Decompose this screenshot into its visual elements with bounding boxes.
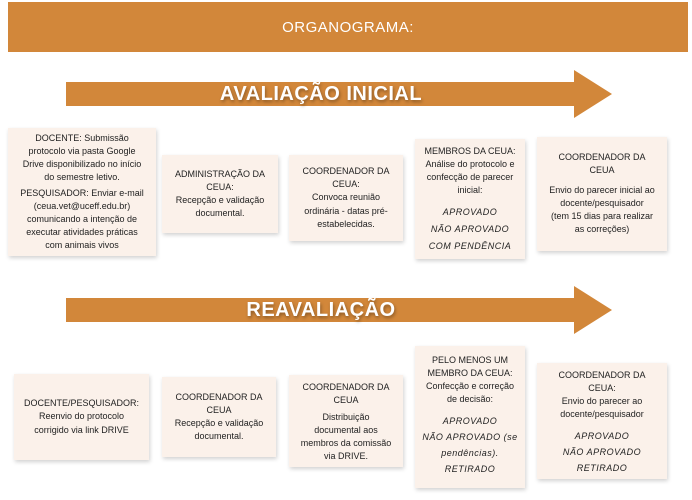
text-line: (tem 15 dias para realizar [550,211,654,222]
step-administracao-ceua [162,155,278,233]
organogram-header [8,2,688,52]
arrow-label: REAVALIAÇÃO [246,298,396,321]
text-line: CEUA: [206,181,234,192]
text-line: docente/pesquisador [560,409,644,420]
outcome-retirado: RETIRADO [444,464,496,475]
text-line: confecção de parecer [426,172,514,183]
text-line: Convoca reunião [311,192,381,203]
text-line: COORDENADOR DA [302,166,390,177]
outcome-nao-aprovado: NÃO APROVADO (se [422,432,518,443]
text-line: do semestre letivo. [44,172,120,183]
text-line: docente/pesquisador [560,198,644,209]
text-line: de decisão: [446,394,494,405]
text-line: comunicando a intenção de [26,213,138,224]
outcome-aprovado: APROVADO [442,207,498,218]
text-line: Drive disponibilizado no início [22,159,142,170]
outcome-nao-aprovado: NÃO APROVADO [430,224,510,235]
text-line: PELO MENOS UM [431,355,508,365]
outcome-aprovado: APROVADO [574,430,630,441]
outcome-com-pendencia: COM PENDÊNCIA [428,241,512,252]
text-line: Envio do parecer ao [561,396,643,407]
step-coordenador-convoca [289,155,403,241]
text-line: documental. [194,431,244,442]
arrow-avaliacao-inicial [66,70,612,118]
text-line: membros da comissão [300,437,392,448]
text-line: documental aos [314,424,378,435]
text-line: (ceua.vet@uceff.edu.br) [33,200,131,211]
text-line: COORDENADOR DA [302,382,390,392]
text-line: DOCENTE/PESQUISADOR: [23,398,140,409]
text-line: CEUA [589,165,615,176]
text-line: MEMBROS DA CEUA: [424,146,516,156]
text-line: Confecção e correção [425,381,515,392]
step-docente-reenvio [14,374,149,460]
text-line: as correções) [574,224,630,235]
step-coordenador-envio-final [537,363,667,479]
text-line: documental. [195,208,245,219]
text-line: MEMBRO DA CEUA: [427,368,513,379]
outcome-aprovado: APROVADO [442,416,498,427]
arrow-label: AVALIAÇÃO INICIAL [219,82,423,105]
text-line: CEUA: [332,179,360,190]
text-line: CEUA: [588,383,616,394]
step-membro-decisao [415,346,525,488]
text-line: DOCENTE: Submissão [35,133,129,143]
step-docente-pesquisador [8,128,156,256]
text-line: corrigido via link DRIVE [34,424,129,435]
text-line: COORDENADOR DA [175,391,263,402]
text-line: CEUA [333,395,359,406]
outcome-retirado: RETIRADO [576,462,628,473]
text-line: Análise do protocolo e [425,159,515,170]
text-line: executar atividades práticas [26,226,138,237]
header-title: ORGANOGRAMA: [282,18,414,36]
step-coordenador-recepcao [162,377,276,457]
outcome-pendencias: pendências). [441,448,499,459]
text-line: Reenvio do protocolo [38,411,125,422]
text-line: ADMINISTRAÇÃO DA [174,168,265,179]
step-membros-ceua [415,139,525,259]
text-line: via DRIVE. [323,450,368,461]
text-line: estabelecidas. [317,218,375,229]
text-line: Distribuição [322,411,370,422]
step-coordenador-distribuicao [289,375,403,467]
text-line: protocolo via pasta Google [28,146,136,157]
outcome-nao-aprovado: NÃO APROVADO [562,446,642,457]
step-coordenador-envio-parecer [537,137,667,251]
text-line: inicial: [457,185,483,196]
text-line: PESQUISADOR: Enviar e-mail [20,187,144,198]
text-line: COORDENADOR DA [558,152,646,162]
text-line: com animais vivos [45,239,119,250]
text-line: Envio do parecer inicial ao [549,185,655,196]
text-line: Recepção e validação [174,418,264,428]
arrow-reavaliacao [66,286,612,334]
text-line: ordinária - datas pré- [304,205,388,216]
text-line: Recepção e validação [175,195,265,205]
text-line: COORDENADOR DA [558,370,646,380]
text-line: CEUA [206,404,232,415]
